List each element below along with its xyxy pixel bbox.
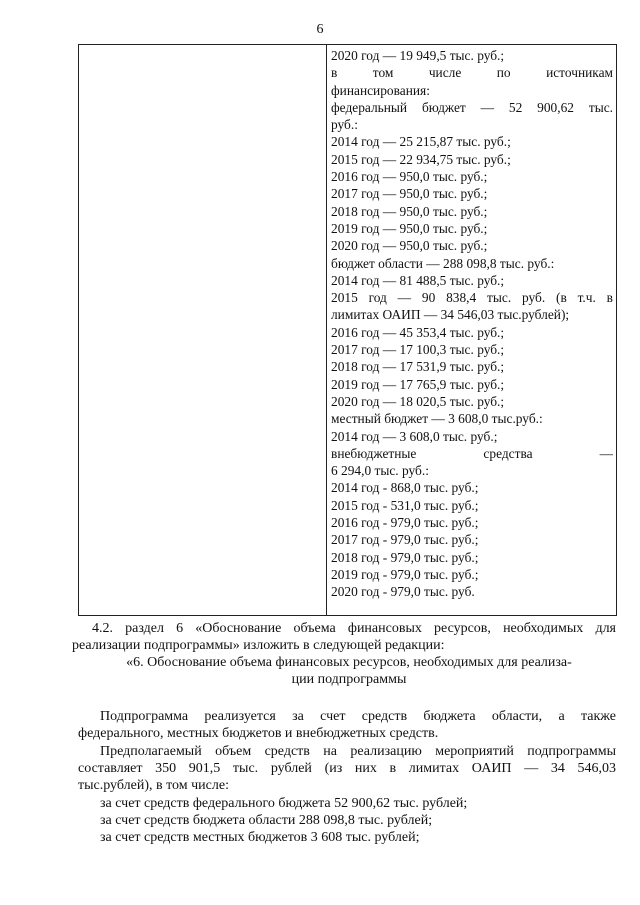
table-line: 6 294,0 тыс. руб.: — [331, 463, 429, 479]
table-line: 2018 год — 950,0 тыс. руб.; — [331, 203, 488, 219]
table-line: 2015 год - 531,0 тыс. руб.; — [331, 497, 479, 513]
table-line: 2018 год - 979,0 тыс. руб.; — [331, 549, 479, 565]
table-line: федеральный бюджет — 52 900,62 тыс. — [331, 99, 613, 115]
table-line: 2015 год — 90 838,4 тыс. руб. (в т.ч. в — [331, 290, 613, 306]
paragraph-line: федерального, местных бюджетов и внебюджетных средств. — [78, 726, 439, 741]
table-line: местный бюджет — 3 608,0 тыс.руб.: — [331, 411, 543, 427]
section-line-2: реализации подпрограммы» изложить в следующей редакции: — [72, 638, 445, 653]
page-number: 6 — [316, 22, 324, 37]
table-line: 2014 год — 25 215,87 тыс. руб.; — [331, 134, 511, 150]
paragraph-sources — [78, 708, 616, 742]
table-line: 2020 год — 950,0 тыс. руб.; — [331, 238, 488, 254]
table-line: 2018 год — 17 531,9 тыс. руб.; — [331, 359, 505, 375]
table-line: 2019 год — 17 765,9 тыс. руб.; — [331, 376, 505, 392]
table-line: лимитах ОАИП — 34 546,03 тыс.рублей); — [331, 307, 570, 323]
table-line: 2016 год — 45 353,4 тыс. руб.; — [331, 324, 505, 340]
table-line: в том числе по источникам — [331, 65, 613, 81]
table-line: 2020 год — 19 949,5 тыс. руб.; — [331, 48, 505, 63]
funding-table — [78, 44, 617, 616]
table-line: финансирования: — [331, 82, 430, 98]
table-line: 2016 год - 979,0 тыс. руб.; — [331, 515, 479, 531]
paragraph-line: Подпрограмма реализуется за счет средств бюджета области, а также — [100, 709, 616, 724]
table-line: 2019 год — 950,0 тыс. руб.; — [331, 220, 488, 236]
list-item: за счет средств бюджета области 288 098,8 тыс. рублей; — [100, 813, 433, 828]
table-line: 2020 год — 18 020,5 тыс. руб.; — [331, 393, 505, 409]
table-line: 2016 год — 950,0 тыс. руб.; — [331, 169, 488, 185]
table-left-cell — [79, 45, 327, 615]
table-line: 2017 год — 950,0 тыс. руб.; — [331, 186, 488, 202]
table-line: 2014 год — 3 608,0 тыс. руб.; — [331, 428, 498, 444]
section-heading-line-2: ции подпрограммы — [291, 672, 407, 687]
paragraph-line: составляет 350 901,5 тыс. рублей (из них в лимитах ОАИП — 34 546,03 — [78, 761, 616, 776]
section-amendment — [72, 620, 616, 688]
table-line: 2017 год — 17 100,3 тыс. руб.; — [331, 342, 505, 358]
table-line: 2017 год - 979,0 тыс. руб.; — [331, 532, 479, 548]
section-heading-line-1: «6. Обоснование объема финансовых ресурсов, необходимых для реализа- — [126, 655, 572, 670]
funding-list — [100, 795, 616, 846]
table-line: бюджет области — 288 098,8 тыс. руб.: — [331, 255, 555, 271]
list-item: за счет средств федерального бюджета 52 900,62 тыс. рублей; — [100, 796, 468, 811]
list-item: за счет средств местных бюджетов 3 608 тыс. рублей; — [100, 830, 420, 845]
table-line: 2014 год — 81 488,5 тыс. руб.; — [331, 272, 505, 288]
paragraph-line: тыс.рублей), в том числе: — [78, 778, 229, 793]
table-line: 2020 год - 979,0 тыс. руб. — [331, 584, 475, 600]
table-line: 2015 год — 22 934,75 тыс. руб.; — [331, 151, 511, 167]
table-line: руб.: — [331, 117, 358, 133]
paragraph-line: Предполагаемый объем средств на реализацию мероприятий подпрограммы — [100, 744, 616, 759]
table-right-cell — [331, 47, 613, 601]
paragraph-volume — [78, 743, 616, 794]
table-line: 2019 год - 979,0 тыс. руб.; — [331, 566, 479, 582]
table-line: 2014 год - 868,0 тыс. руб.; — [331, 480, 479, 496]
table-line: внебюджетные средства — — [331, 445, 613, 461]
section-line-1: 4.2. раздел 6 «Обоснование объема финансовых ресурсов, необходимых для — [92, 621, 616, 636]
